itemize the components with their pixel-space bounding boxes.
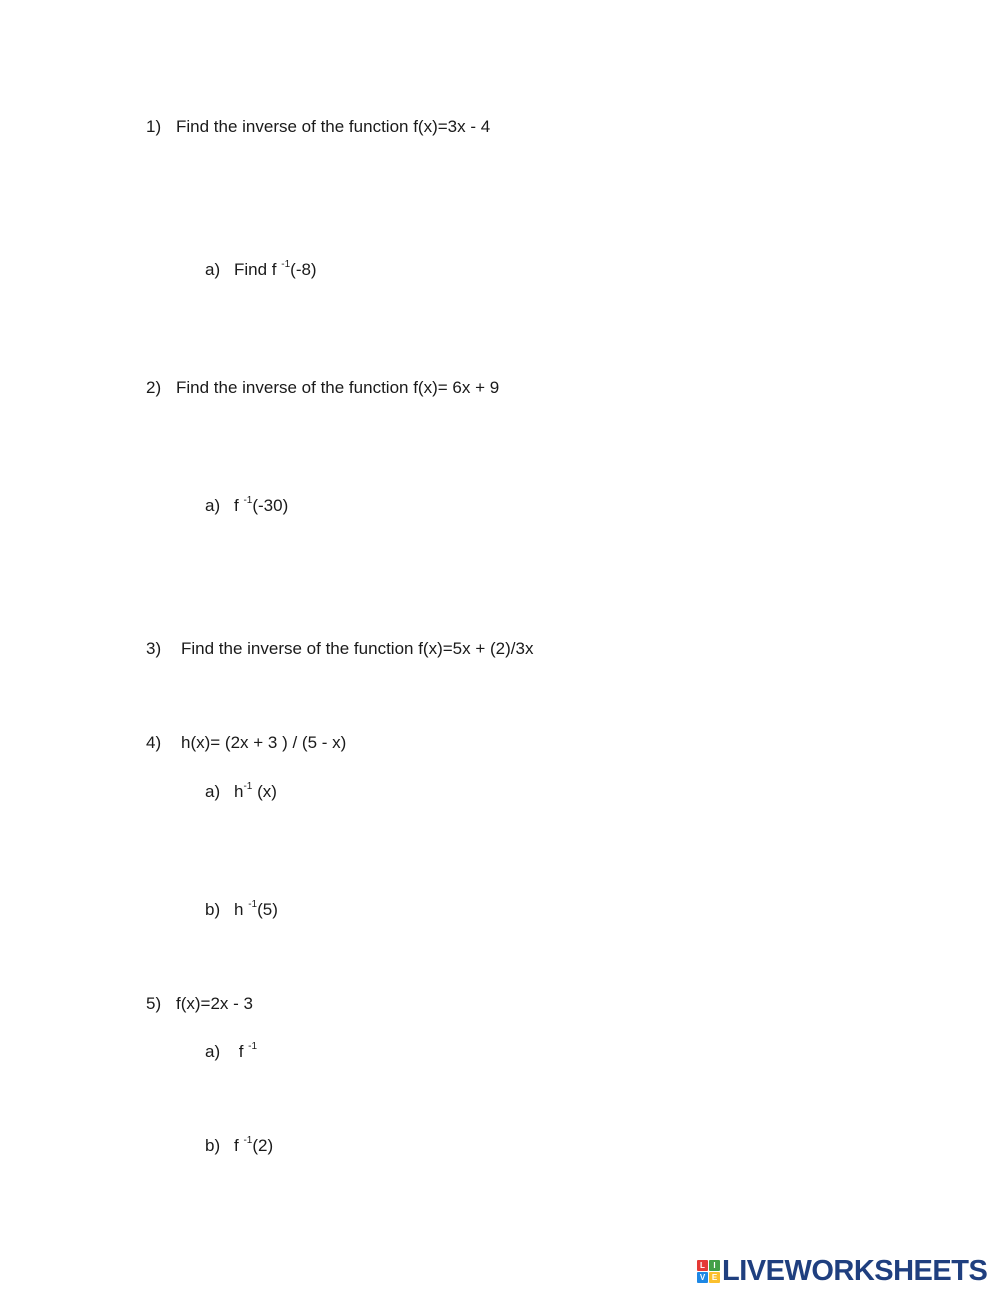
superscript: -1 — [243, 1135, 253, 1146]
subpart-argument: (-8) — [290, 260, 317, 279]
subpart-label: b) — [205, 1136, 221, 1155]
question-1 — [146, 117, 490, 137]
logo-mark-letter: V — [697, 1272, 708, 1283]
subpart-text: f — [234, 496, 244, 515]
subpart-text: h — [234, 782, 244, 801]
subpart-text: Find f — [234, 260, 282, 279]
subpart-text: f — [234, 1136, 244, 1155]
question-2-part-a — [205, 496, 288, 516]
logo-mark-icon — [697, 1260, 720, 1283]
question-4-part-a — [205, 782, 277, 802]
question-number: 1) — [146, 117, 162, 136]
subpart-text: f — [234, 1042, 249, 1061]
subpart-label: a) — [205, 1042, 221, 1061]
question-text: Find the inverse of the function f(x)=5x + (2)/3x — [181, 639, 534, 658]
question-text: h(x)= (2x + 3 ) / (5 - x) — [181, 733, 347, 752]
question-number: 5) — [146, 994, 162, 1013]
superscript: -1 — [243, 495, 253, 506]
question-2 — [146, 378, 499, 398]
subpart-label: a) — [205, 782, 221, 801]
logo-mark-letter: E — [709, 1272, 720, 1283]
question-number: 2) — [146, 378, 162, 397]
subpart-argument: (-30) — [252, 496, 289, 515]
superscript: -1 — [243, 781, 253, 792]
question-3 — [146, 639, 533, 659]
question-4 — [146, 733, 346, 753]
question-text: f(x)=2x - 3 — [176, 994, 253, 1013]
question-number: 4) — [146, 733, 162, 752]
superscript: -1 — [248, 899, 258, 910]
question-5 — [146, 994, 253, 1014]
question-text: Find the inverse of the function f(x)=3x - 4 — [176, 117, 491, 136]
subpart-text: h — [234, 900, 249, 919]
logo-text: LIVEWORKSHEETS — [722, 1255, 988, 1287]
question-4-part-b — [205, 900, 278, 920]
subpart-label: a) — [205, 260, 221, 279]
subpart-argument: (2) — [252, 1136, 274, 1155]
subpart-argument: (5) — [257, 900, 278, 919]
superscript: -1 — [281, 259, 291, 270]
question-text: Find the inverse of the function f(x)= 6x + 9 — [176, 378, 500, 397]
question-5-part-b — [205, 1136, 273, 1156]
subpart-label: a) — [205, 496, 221, 515]
logo-mark-letter: L — [697, 1260, 708, 1271]
superscript: -1 — [248, 1041, 258, 1052]
question-1-part-a — [205, 260, 317, 280]
subpart-argument: (x) — [252, 782, 277, 801]
question-number: 3) — [146, 639, 162, 658]
question-5-part-a — [205, 1042, 257, 1062]
logo-mark-letter: I — [709, 1260, 720, 1271]
liveworksheets-logo — [697, 1257, 987, 1285]
subpart-label: b) — [205, 900, 221, 919]
